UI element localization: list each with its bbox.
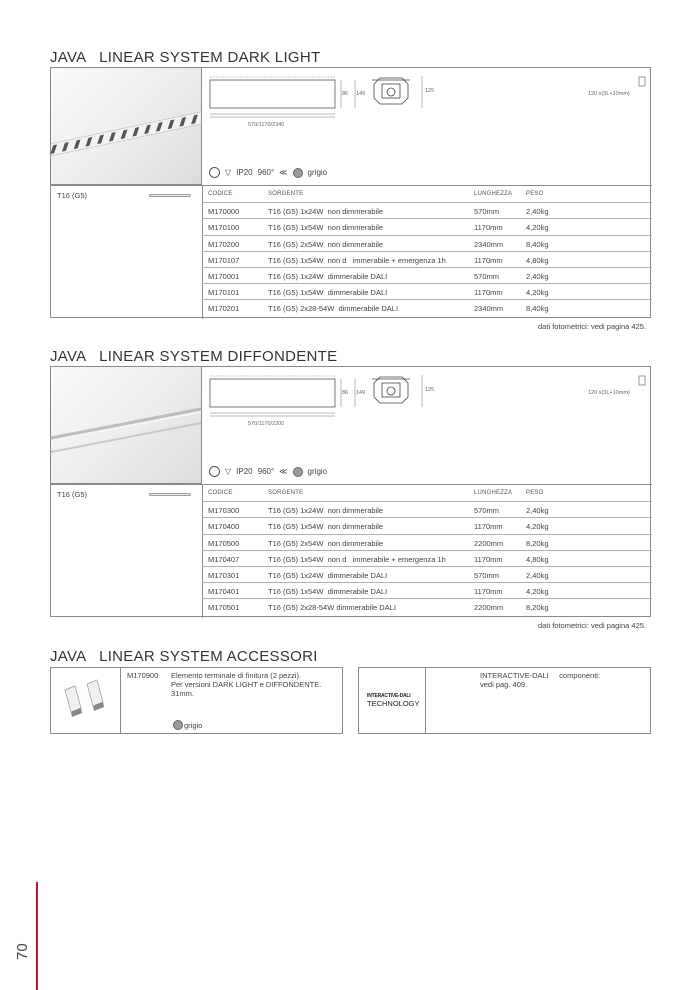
table-header [202,186,652,202]
ballast-icon: ≪ [279,467,288,476]
header-code: CODICE [208,490,233,496]
flame-triangle-icon: ▽ [225,168,232,177]
product-box-dark-light [50,67,651,318]
symbol-row-dark-light [209,167,327,178]
cell-length: 1170mm [474,288,503,298]
table-header [202,485,652,501]
cell-source: T16 (G5) 2x54W non dimmerabile [268,239,384,249]
lamp-type: T16 (G5) [57,191,88,200]
cell-length: 1170mm [474,587,503,597]
table-row [202,218,652,234]
table-row [202,534,652,550]
cell-source: T16 (G5) 1x54W non dimmerabile [268,223,384,233]
cell-code: M170300 [208,506,240,516]
table-row [202,235,652,251]
glow-wire-rating: 960° [257,168,275,177]
dali-box [358,667,651,734]
table-row [202,299,652,315]
table-row [202,501,652,517]
product-table-diffondente [202,485,652,615]
accessory-description [171,671,321,698]
header-weight: PESO [526,191,544,197]
page-number: 70 [14,943,31,960]
cell-code: M170301 [208,570,240,580]
table-row [202,251,652,267]
product-photo-diffondente [51,367,202,484]
color-label: grigio [307,467,328,476]
cell-weight: 2,40kg [526,271,549,281]
cell-length: 1170mm [474,223,503,233]
dali-logo-top: INTERACTIVE-DALI [367,693,411,699]
dim-spacing: 120 x(3L+10mm) [588,91,630,97]
cell-weight: 2,40kg [526,207,549,217]
grey-color-swatch [293,467,303,477]
dali-logo [359,668,426,733]
cell-weight: 8,20kg [526,538,549,548]
cell-weight: 4,80kg [526,255,549,265]
dim-height: 86 [342,390,349,396]
cell-source: T16 (G5) 2x54W non dimmerabile [268,538,384,548]
cell-weight: 4,80kg [526,554,549,564]
cell-source: T16 (G5) 1x24W dimmerabile DALI [268,570,388,580]
table-row [202,517,652,533]
table-row [202,550,652,566]
cell-weight: 4,20kg [526,522,549,532]
grey-color-swatch [293,168,303,178]
cell-weight: 8,40kg [526,304,549,314]
grey-color-swatch [173,720,183,730]
dim-width: 149 [356,91,366,97]
cell-code: M170400 [208,522,240,532]
cell-source: T16 (G5) 1x24W dimmerabile DALI [268,271,388,281]
flame-triangle-icon: ▽ [225,467,232,476]
header-weight: PESO [526,490,544,496]
header-length: LUNGHEZZA [474,490,513,496]
header-source: SORGENTE [268,191,304,197]
lamp-tube-icon [149,194,191,197]
ballast-icon: ≪ [279,168,288,177]
cell-weight: 4,20kg [526,288,549,298]
cell-code: M170200 [208,239,240,249]
dim-length: 570/1170/2340 [248,122,285,128]
accessory-photo [51,668,121,733]
ip-rating: IP20 [236,467,253,476]
cell-source: T16 (G5) 2x28-54W dimmerabile DALI [268,304,399,314]
accessory-color: grigio [184,721,203,730]
section-title-dark-light: JAVA LINEAR SYSTEM DARK LIGHT [50,49,321,66]
cell-code: M170101 [208,288,240,298]
dim-spacing: 120 x(3L+10mm) [588,390,630,396]
cell-length: 1170mm [474,255,503,265]
cell-weight: 2,40kg [526,570,549,580]
header-source: SORGENTE [268,490,304,496]
cell-code: M170500 [208,538,240,548]
table-row [202,202,652,218]
cell-length: 1170mm [474,554,503,564]
cell-source: T16 (G5) 1x54W non d immerabile + emergenza 1h [268,255,446,265]
cell-code: M170501 [208,603,240,613]
header-length: LUNGHEZZA [474,191,513,197]
cell-weight: 4,20kg [526,223,549,233]
cell-source: T16 (G5) 1x24W non dimmerabile [268,506,384,516]
description-line: Per versioni DARK LIGHT e DIFFONDENTE. [171,680,322,689]
cell-length: 2200mm [474,538,504,548]
dim-length: 570/1170/2200 [248,421,285,427]
lamp-tube-icon [149,493,191,496]
cell-weight: 2,40kg [526,506,549,516]
dali-text-line: INTERACTIVE-DALI componenti: [480,671,601,680]
table-row [202,267,652,283]
cell-weight: 8,40kg [526,239,549,249]
cell-source: T16 (G5) 1x54W dimmerabile DALI [268,587,388,597]
table-row [202,283,652,299]
table-row [202,582,652,598]
table-row [202,566,652,582]
cell-source: T16 (G5) 1x54W non dimmerabile [268,522,384,532]
earth-class-icon [209,466,220,477]
cell-code: M170401 [208,587,240,597]
glow-wire-rating: 960° [257,467,275,476]
cell-length: 570mm [474,570,500,580]
dim-cutout: 125 [425,387,435,393]
product-table-dark-light [202,186,652,316]
dali-logo-bottom: TECHNOLOGY [367,699,420,708]
cell-length: 1170mm [474,522,503,532]
header-code: CODICE [208,191,233,197]
cell-code: M170000 [208,207,240,217]
description-line: Elemento terminale di finitura (2 pezzi). [171,671,302,680]
product-box-diffondente [50,366,651,617]
color-label: grigio [307,168,328,177]
ip-rating: IP20 [236,168,253,177]
photometric-note: dati fotometrici: vedi pagina 425. [538,322,646,331]
photometric-note: dati fotometrici: vedi pagina 425. [538,621,646,630]
cell-code: M170100 [208,223,240,233]
dali-text [480,671,600,689]
dim-width: 149 [356,390,366,396]
accessory-code: M170900 [127,671,159,680]
cell-code: M170201 [208,304,240,314]
dali-text-line: vedi pag. 409. [480,680,528,689]
cell-code: M170001 [208,271,240,281]
cell-length: 2200mm [474,603,504,613]
description-line: 31mm. [171,689,194,698]
cell-code: M170107 [208,255,240,265]
cell-source: T16 (G5) 1x54W non d immerabile + emergenza 1h [268,554,446,564]
lamp-type: T16 (G5) [57,490,88,499]
cell-source: T16 (G5) 1x54W dimmerabile DALI [268,288,388,298]
section-title-diffondente: JAVA LINEAR SYSTEM DIFFONDENTE [50,348,338,365]
cell-code: M170407 [208,554,240,564]
cell-source: T16 (G5) 1x24W non dimmerabile [268,207,384,217]
symbol-row-diffondente [209,466,327,477]
table-row [202,598,652,614]
dim-height: 86 [342,91,349,97]
cell-length: 570mm [474,271,500,281]
dim-cutout: 125 [425,88,435,94]
cell-length: 2340mm [474,304,504,314]
earth-class-icon [209,167,220,178]
cell-weight: 8,20kg [526,603,549,613]
cell-length: 570mm [474,207,500,217]
cell-length: 2340mm [474,239,504,249]
accessory-box [50,667,343,734]
cell-source: T16 (G5) 2x28-54W dimmerabile DALI [268,603,396,613]
page-accent-bar [36,882,38,990]
cell-weight: 4,20kg [526,587,549,597]
product-photo-dark-light [51,68,202,185]
cell-length: 570mm [474,506,500,516]
section-title-accessori: JAVA LINEAR SYSTEM ACCESSORI [50,648,318,665]
